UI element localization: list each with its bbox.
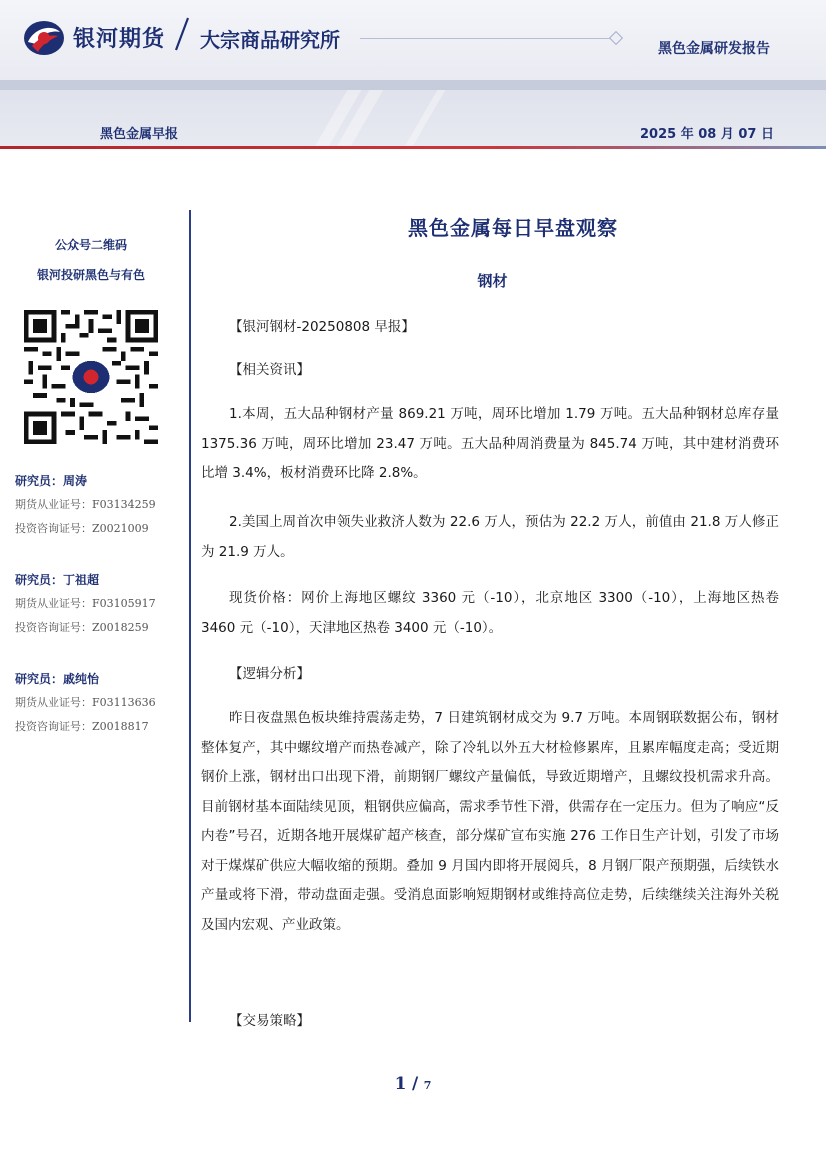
- section-subtitle: 钢材: [477, 272, 508, 290]
- page-current: 1: [394, 1074, 407, 1094]
- report-tag: 【银河钢材-20250808 早报】: [229, 319, 415, 335]
- institute-name: 大宗商品研究所: [200, 28, 340, 52]
- researcher-name: 研究员：戚纯怡: [15, 672, 100, 686]
- logic-paragraph: 昨日夜盘黑色板块维持震荡走势，7 日建筑钢材成交为 9.7 万吨。本周钢联数据公布，钢材整体复产，其中螺纹增产而热卷减产，除了冷轧以外五大材检修累库，且累库幅度走高；受近期钢价上涨，钢材出口出现下滑，前期钢厂螺纹产量偏低，导致近期增产，且螺纹投机需求升高。目前钢材基本面陆续见顶，粗钢供应偏高，需求季节性下滑，供需存在一定压力。但为了响应“反内卷”号召，近期各地开展煤矿超产核查，部分煤矿宣布实施 276 工作日生产计划，引发了市场对于煤煤矿供应大幅收缩的预期。叠加 9 月国内即将开展阅兵，8 月钢厂限产预期强，后续铁水产量或将下滑，带动盘面走强。受消息面影响短期钢材或维持高位走势，后续继续关注海外关税及国内宏观、产业政策。: [201, 710, 779, 933]
- news-heading: 【相关资讯】: [229, 362, 310, 378]
- logic-heading: 【逻辑分析】: [229, 666, 310, 682]
- researcher-3: [15, 670, 185, 742]
- report-subtype: 黑色金属早报: [100, 127, 179, 142]
- invest-cert: 投资咨询证号：Z0018259: [15, 621, 149, 634]
- page-total: 7: [423, 1079, 432, 1092]
- news-paragraph-2: 2.美国上周首次申领失业救济人数为 22.6 万人，预估为 22.2 万人，前值由 21.8 万人修正为 21.9 万人。: [201, 514, 779, 560]
- invest-cert: 投资咨询证号：Z0018817: [15, 720, 149, 733]
- page-separator: /: [411, 1074, 419, 1094]
- galaxy-logo-icon: [22, 18, 66, 58]
- sidebar-divider: [189, 210, 191, 1022]
- page-number: [0, 1074, 826, 1094]
- slash-divider: [172, 16, 192, 52]
- researcher-name: 研究员：周涛: [15, 474, 88, 488]
- header-band: [0, 80, 826, 90]
- brand-name: 银河期货: [73, 27, 166, 52]
- invest-cert: 投资咨询证号：Z0021009: [15, 522, 149, 535]
- researcher-1: [15, 472, 185, 544]
- news-paragraph-1: 1.本周，五大品种钢材产量 869.21 万吨，周环比增加 1.79 万吨。五大品种钢材总库存量 1375.36 万吨，周环比增加 23.47 万吨。五大品种周消费量为 845.74 万吨，其中建材消费环比增 3.4%，板材消费环比降 2.8%。: [201, 406, 779, 481]
- header-divider: [0, 146, 826, 149]
- futures-cert: 期货从业证号：F03134259: [15, 498, 156, 511]
- researcher-name: 研究员：丁祖超: [15, 573, 100, 587]
- qr-code: [24, 310, 158, 444]
- strategy-heading: 【交易策略】: [229, 1013, 310, 1029]
- header-rule: [360, 38, 615, 39]
- document-title: 黑色金属每日早盘观察: [408, 216, 618, 240]
- report-type: 黑色金属研发报告: [658, 41, 770, 57]
- qr-caption: 公众号二维码: [54, 238, 127, 252]
- researcher-2: [15, 571, 185, 643]
- futures-cert: 期货从业证号：F03105917: [15, 597, 156, 610]
- account-name: 银河投研黑色与有色: [36, 268, 145, 282]
- spot-price-paragraph: 现货价格：网价上海地区螺纹 3360 元（-10），北京地区 3300（-10），上海地区热卷 3460 元（-10），天津地区热卷 3400 元（-10）。: [201, 590, 779, 636]
- futures-cert: 期货从业证号：F03113636: [15, 696, 156, 709]
- report-date: 2025 年 08 月 07 日: [640, 127, 774, 142]
